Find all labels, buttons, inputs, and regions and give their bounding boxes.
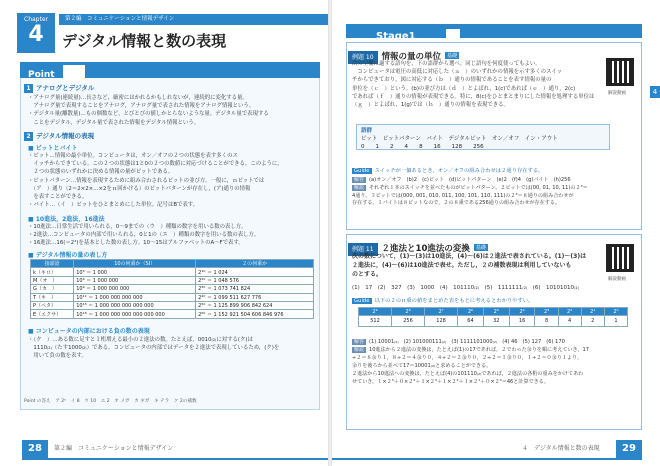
text-line: ・10進法…日常生活で用いられる，0〜9までの（ウ ）種類の数字を用いる数の表し方。 [28,224,247,230]
text-line: であれば（ｆ ）通りの情報が表現できる。特に，8(c)をひとまとまりにした情報を処理する単位は [352,93,595,100]
number-systems-body [28,223,316,248]
word-item: 1 [375,144,380,150]
table-header: 2² [558,308,581,316]
word-item: 16 [433,144,441,150]
text-line: （ア ）通り（2＝2×2×…×2をｎ回かける）のビットパターンが存在し，(ア)通りの情報 [28,185,251,192]
table-row [31,310,314,318]
example-11-guide: Guide 以下の２のｎ乗の値をまとめた表をもとに考えるとわかりやすい。 [354,298,534,304]
section-1-heading [24,83,94,92]
example-10-answer: 解答 (a)オン／オフ (b)2 (c)ビット (d)ビットパターン (e)2 (f)4 (g)バイト (h)256 解説 それぞれ１本のスイッチを並べたものがビットパターン。２ビットでは(00, 01, 10, 11)の２⁴＝ 4通り。３ビットでは(000, 001, 010, 011, 100, 101, 110, 111)の２³＝８通りの組み合わせが 存在する。１バイトは８ビットなので，２の８乗である256通りの組み合わせが存在する。 [352,177,638,208]
word-bank-numbers [361,142,484,150]
table-header: 2⁹ [359,308,392,316]
table-cell: 256 [392,316,425,327]
table-row [31,285,314,293]
answer-text: (a)オン／オフ (b)2 (c)ビット (d)ビットパターン (e)2 (f)4 (g)バイト (h)256 [369,177,571,183]
explanation-line: それぞれ１本のスイッチを並べたものがビットパターン。２ビットでは(00, 01, 10, 11)の２⁴＝ [369,184,588,191]
part-label: 第２編 コミュニケーションと情報デザイン [59,14,328,25]
unit-table [30,259,314,319]
text-line: ・16進法…16(＝2⁴)を基本とした数の表し方。10〜15はアルファベットのA〜Fで表す。 [28,240,244,247]
example-11-header [348,236,488,254]
table-header: 10の何乗か（SI） [74,260,196,268]
text-line: ・（ク ）…ある数に足すと１桁増える最小の２進法の数。たとえば，0010₍₂₎に対する(ク)は [28,337,253,343]
table-cell: M（オ ） [31,276,74,284]
word-item: ビットパターン [382,136,421,142]
example-10-body [352,60,602,109]
table-cell: 10⁶ ＝ 1 000 000 [74,276,196,284]
word-bank-words [361,134,558,142]
text-line: アナログ量で表現することをアナログ，アナログ量で表された情報をアナログ情報という。 [28,103,255,110]
word-item: 4 [404,144,409,150]
explanation-line: 4通り。３ビットでは(000, 001, 010, 011, 100, 101, 110, 111)の２³＝８通りの組み合わせが [352,192,574,199]
table-header: 2⁷ [425,308,458,316]
explanation-line: 存在する。１バイトは８ビットなので，２の８乗である256通りの組み合わせが存在する。 [352,200,561,207]
chapter-label: Chapter [24,16,48,23]
page-footer: 第２編 コミュニケーションと情報デザイン [54,445,174,452]
text-line: 次の数について，(1)〜(3)は10進法，(4)〜(6)は２進法で表されている。(1)〜(3)は [352,253,587,260]
example-11-answer: 解答 (1) 10001₍₂₎ (2) 101000111₍₂₎ (3) 1111101000₍₂₎ (4) 46 (5) 127 (6) 170 解説 10進法から２進法の変換は，たとえば(1)の17であれば，２でわった余りを順に考えていき，17 ÷２＝８余り１，８÷２＝４余り０，４÷２＝２余り０，２÷２＝１余り０，１÷２＝０余り１より， 余りを後ろから並べて17＝10001₍₂₎と求めることができる。 ２進法から10進法への変換は，たとえば(4)の101110₍₂₎であれば，２進法の各桁の重みをかけてあわ せていき，１×２⁵＋０×２⁴＋１×２³＋１×２²＋１×２¹＋０×２⁰＝46と計算できる。 [352,338,638,386]
explanation-line: せていき，１×２⁵＋０×２⁴＋１×２³＋１×２²＋１×２¹＋０×２⁰＝46と計算できる。 [352,379,549,385]
table-cell: 10¹⁵ ＝ 1 000 000 000 000 000 [74,301,196,309]
chapter-title: デジタル情報と数の表現 [62,32,227,50]
text-line: ことをデジタル，デジタル量で表された情報をデジタル情報という。 [28,119,200,126]
section-1-body [28,94,316,127]
example-11-body [352,252,602,279]
table-header: 2³ [535,308,558,316]
section-2-heading [24,131,94,140]
explanation-line: 10進法から２進法の変換は，たとえば(1)の17であれば，２でわった余りを順に考えていき，17 [369,347,589,353]
table-row [31,276,314,284]
table-cell: 128 [425,316,458,327]
table-cell: P（ペタ） [31,301,74,309]
text-line: 単位を（ｃ ）という。(b)の並び方は（ｄ ）とよばれ，1(c)であれば（ｅ ）通り，2(c) [352,85,576,92]
guide-text: 以下の２のｎ乗の値をまとめた表をもとに考えるとわかりやすい。 [374,298,534,304]
text-line: 次の空欄に適する語句を，下の語群から選べ。同じ語句を何度使ってもよい。 [352,61,541,67]
text-line: 用いて負の数を表す。 [28,353,87,360]
text-line: コンピュータは電圧の高低に対応した（ａ ）のいずれかの情報を示す多くのスイッ [352,69,563,76]
table-cell: T（キ ） [31,293,74,301]
explanation-line: ÷２＝８余り１，８÷２＝４余り０，４÷２＝２余り０，２÷２＝１余り０，１÷２＝０余り１より， [352,355,583,361]
word-item: 0 [361,144,365,150]
answer-text: (1) 10001₍₂₎ (2) 101000111₍₂₎ (3) 1111101000₍₂₎ (4) 46 (5) 127 (6) 170 [369,339,565,345]
table-cell: 10⁹ ＝ 1 000 000 000 [74,285,196,293]
table-row [31,293,314,301]
word-item: 8 [419,144,423,150]
word-item: 128 [451,144,463,150]
section-1-title: アナログとデジタル [36,84,95,92]
text-line: ２進法に，(4)〜(6)は10進法で表せ。ただし，２の補数表現は利用していないも [352,262,572,269]
table-cell: 64 [458,316,484,327]
text-line: 1110₍₂₎（たす1000₍₂₎）である。コンピュータの内部ではデータを２進法で表現しているため，(ク)を [28,345,280,352]
qr-label: 解説動画 [608,91,626,96]
table-cell: 1 [604,316,627,327]
table-cell: 512 [359,316,392,327]
powers-of-two-table [358,307,628,327]
left-page [0,0,328,466]
word-item: デジタルビット [448,136,487,142]
text-line: のとする。 [352,271,383,278]
qr-code-icon[interactable] [606,244,634,272]
word-item: 2 [390,144,394,150]
bits-bytes-body [28,152,316,209]
table-cell: 8 [535,316,558,327]
table-header: 2⁰ [604,308,627,316]
table-row [359,316,628,327]
text-line: ・アナログ量(連続量)…長さなど，厳密にはかれるかもしれないが，連続的に変化する量。 [28,95,248,101]
table-cell: 32 [483,316,509,327]
table-cell: 2⁶⁰ ＝ 1 152 921 504 606 846 976 [196,310,314,318]
text-line: ・ビット…情報の最小単位。コンピュータは，オン／オフの２つの状態を表す多くのス [28,153,238,159]
text-line: ・ビットパターン…情報を表現するために組み合わされるビットの並び方。一般に，ｎビットでは [28,177,265,184]
stage-label: Stage1 [376,31,416,42]
example-10-guide: Guide スイッチが一個あるとき，オン／オフの組み合わせは２通り存在する。 [354,168,544,174]
table-cell: 2 [581,316,604,327]
table-row [31,301,314,309]
text-line: チからできており，図に対応する（ｂ ）通りの情報であることを表す情報の量の [352,77,552,84]
table-header: 2⁸ [392,308,425,316]
table-header: 2⁵ [483,308,509,316]
table-cell: 10³ ＝ 1 000 [74,268,196,276]
table-header: 接頭語 [31,260,74,268]
subheading-bits-bytes: ■ ビットとバイト [28,145,78,152]
table-row [31,268,314,276]
example-10-label: 例題 10 [348,51,378,64]
table-cell: 2⁵⁰ ＝ 1 125 899 906 842 624 [196,301,314,309]
word-bank-label: 語群 [361,128,373,134]
word-item: ビット [361,136,378,142]
table-cell: 10¹⁸ ＝ 1 000 000 000 000 000 000 [74,310,196,318]
word-item: イン・アウト [524,136,558,142]
table-header: 2⁴ [509,308,535,316]
text-line: ・バイト…（イ ）ビットをひとまとめにした単位。記号はBで表す。 [28,202,199,209]
example-10-tag: 基礎 [447,53,458,59]
point-label: Point [28,70,55,80]
explanation-line: 余りを後ろから並べて17＝10001₍₂₎と求めることができる。 [352,363,492,369]
text-line: ２つの状態のいずれかに決める情報の量がビットである。 [28,169,174,176]
table-cell: 2⁴⁰ ＝ 1 099 511 627 776 [196,293,314,301]
negative-numbers-body [28,336,316,361]
point-answers: Point の答え ア 2ⁿ イ 8 ウ 10 エ 2 オ メガ カ ギガ キ テラ ク 2の補数 [24,399,197,404]
table-cell: 10¹² ＝ 1 000 000 000 000 [74,293,196,301]
qr-code-icon[interactable] [606,58,634,86]
subheading-units: ■ デジタル情報の量の表し方 [28,252,108,259]
example-10-header [348,44,459,62]
subheading-number-systems: ■ 10進法，2進法，16進法 [28,216,105,223]
stage-header [346,24,642,42]
table-cell: G（カ ） [31,285,74,293]
footer-bar [22,458,328,460]
table-cell: k（キロ） [31,268,74,276]
table-header-row [31,260,314,268]
point-header [20,62,320,78]
text-line: ・2進法…コンピュータの内部で用いられる，0と1の（エ ）種類の数字を用いる数の表し方。 [28,232,260,239]
table-cell: 2³⁰ ＝ 1 073 741 824 [196,285,314,293]
footer-bar [332,458,642,460]
text-line: を表すことができる。 [28,194,88,201]
text-line: （ｇ ）とよばれ，1(g)では（ｈ ）通りの情報を表現できる。 [352,102,509,109]
stage-tag: 例題 [446,29,460,43]
section-1-number: 1 [24,84,33,93]
section-2-number: 2 [24,132,33,141]
example-11-title: ２進法と10進法の変換 [381,244,470,254]
table-header: 2⁶ [458,308,484,316]
explanation-line: ２進法から10進法への変換は，たとえば(4)の101110₍₂₎であれば，２進法の各桁の重みをかけてあわ [352,371,584,377]
table-cell: E（エクサ） [31,310,74,318]
qr-label: 解説動画 [608,277,626,282]
table-cell: 2¹⁰ ＝ 1 024 [196,268,314,276]
point-tag: 要項 [63,65,85,81]
text-line: ・デジタル量(離散量)…もの個数など，とびとびの値しかとらないような量。デジタル量で表現する [28,111,269,118]
chapter-number: 4 [28,22,44,47]
table-cell: 2²⁰ ＝ 1 048 576 [196,276,314,284]
table-cell: 4 [558,316,581,327]
page-number: 29 [616,440,642,458]
section-2-title: デジタル情報の表現 [36,132,95,140]
table-header-row [359,308,628,316]
chapter-side-tab: 4 [650,86,660,98]
right-page [332,0,660,466]
word-item: 256 [473,144,484,150]
example-11-label: 例題 11 [348,243,378,256]
word-item: オン／オフ [491,136,520,142]
table-header: ２の何乗か [196,260,314,268]
word-bank [356,124,610,150]
table-cell: 16 [509,316,535,327]
example-11-questions: (1) 17 (2) 327 (3) 1000 (4) 101110₍₂₎ (5) 1111111₍₂₎ (6) 10101010₍₂₎ [352,285,579,291]
page-number: 28 [22,440,48,458]
chapter-badge [17,13,55,53]
guide-text: スイッチが一個あるとき，オン／オフの組み合わせは２通り存在する。 [374,168,544,174]
example-10-title: 情報の量の単位 [381,52,442,62]
page-footer: ４ デジタル情報と数の表現 [522,445,600,452]
example-11-tag: 基礎 [475,245,486,251]
text-line: イッチからできている。この２つの状態は1と0の２つの数値に対応づけることができる。このように， [28,161,283,168]
word-item: バイト [426,136,443,142]
table-header: 2¹ [581,308,604,316]
subheading-negative-numbers: ■ コンピュータの内部における負の数の表現 [28,328,150,335]
